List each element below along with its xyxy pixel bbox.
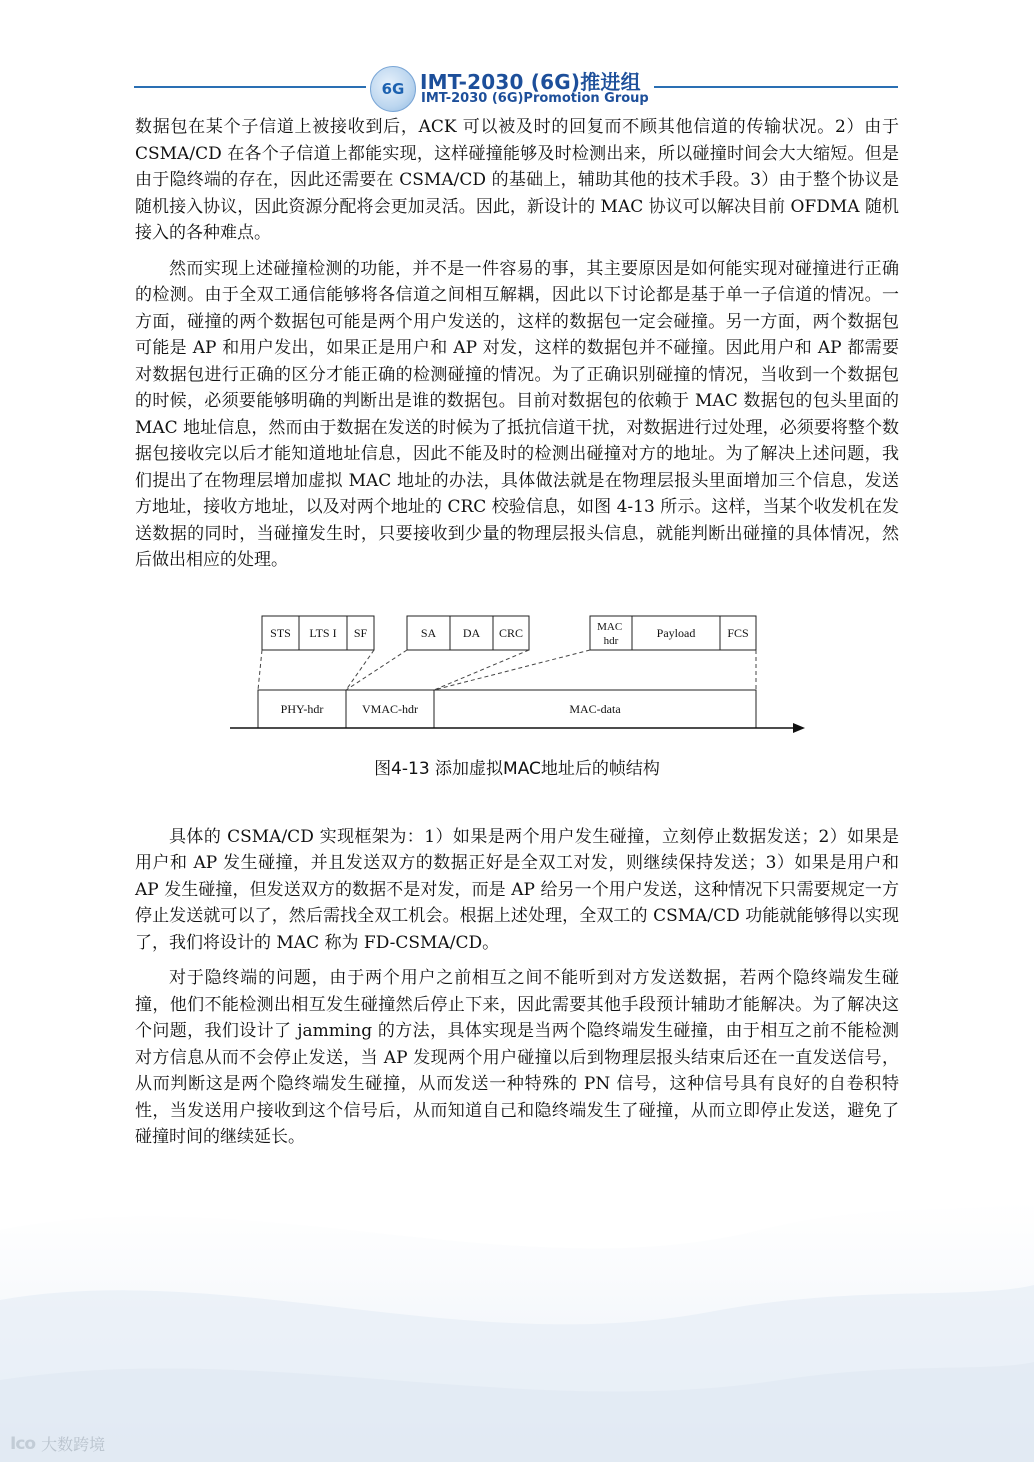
frame-segment-label-2: VMAC-hdr [362, 701, 418, 716]
paragraph-1: 数据包在某个子信道上被接收到后，ACK 可以被及时的回复而不顾其他信道的传输状况。2）由于 CSMA/CD 在各个子信道上都能实现，这样碰撞能够及时检测出来，所以碰撞时间会大大缩短。但是由于隐终端的存在，因此还需要在 CSMA/CD 的基础上，辅助其他的技术手段。3）由于整个协议是随机接入协议，因此资源分配将会更加灵活。因此，新设计的 MAC 协议可以解决目前 OFDMA 随机接入的各种难点。 [135, 117, 899, 243]
mac-field-label-1-text: MAC [597, 620, 623, 633]
phy-field-label-1: STS [270, 625, 291, 640]
frame-structure-figure [135, 598, 899, 798]
vmac-field-label-3: CRC [498, 625, 524, 640]
figure-caption: 图4-13 添加虚拟MAC地址后的帧结构 [374, 758, 660, 779]
expand-line-phy-right [346, 650, 374, 690]
paragraph-4: 对于隐终端的问题，由于两个用户之前相互之间不能听到对方发送数据，若两个隐终端发生碰撞，他们不能检测出相互发生碰撞然后停止下来，因此需要其他手段预计辅助才能解决。为了解决这个问题，我们设计了 jamming 的方法，具体实现是当两个隐终端发生碰撞，由于相互之前不能检测对方信息从而不会停止发送，当 AP 发现两个用户碰撞以后到物理层报头结束后还在一直发送信号，从而判断这是两个隐终端发生碰撞，从而发送一种特殊的 PN 信号，这种信号具有良好的自卷积特性，当发送用户接收到这个信号后，从而知道自己和隐终端发生了碰撞，从而立即停止发送，避免了碰撞时间的继续延长。 [135, 968, 899, 1147]
brand-subtitle: IMT-2030 (6G)Promotion Group [421, 91, 649, 106]
mac-field-label-1-line2: hdr [603, 634, 619, 647]
expand-line-mac-left [434, 650, 590, 690]
time-axis-arrow-icon [793, 723, 805, 733]
imt2030-logo-icon [370, 66, 416, 112]
header-rule-right [654, 86, 898, 88]
vmac-field-label-2: DA [462, 625, 481, 640]
frame-segment-label-1: PHY-hdr [280, 701, 324, 716]
watermark [10, 1432, 105, 1455]
watermark-text: 大数跨境 [41, 1435, 106, 1454]
brand-title: IMT-2030 (6G)推进组 [420, 70, 641, 94]
expand-line-phy-left [258, 650, 262, 690]
expand-line-vmac-left [346, 650, 407, 690]
expand-line-vmac-right [434, 650, 529, 690]
paragraph-2: 然而实现上述碰撞检测的功能，并不是一件容易的事，其主要原因是如何能实现对碰撞进行正确的检测。由于全双工通信能够将各信道之间相互解耦，因此以下讨论都是基于单一子信道的情况。一方面，碰撞的两个数据包可能是两个用户发送的，这样的数据包一定会碰撞。另一方面，两个数据包可能是 AP 和用户发出，如果正是用户和 AP 对发，这样的数据包并不碰撞。因此用户和 AP 都需要对数据包进行正确的区分才能正确的检测碰撞的情况。为了正确识别碰撞的情况，当收到一个数据包的时候，必须要能够明确的判断出是谁的数据包。目前对数据包的依赖于 MAC 数据包的包头里面的 MAC 地址信息，然而由于数据在发送的时候为了抵抗信道干扰，对数据进行过处理，必须要将整个数据包接收完以后才能知道地址信息，因此不能及时的检测出碰撞对方的地址。为了解决上述问题，我们提出了在物理层增加虚拟 MAC 地址的办法，具体做法就是在物理层报头里面增加三个信息，发送方地址，接收方地址，以及对两个地址的 CRC 校验信息，如图 4-13 所示。这样，当某个收发机在发送数据的同时，当碰撞发生时，只要接收到少量的物理层报头信息，就能判断出碰撞的具体情况，然后做出相应的处理。 [135, 258, 899, 570]
vmac-field-label-1: SA [420, 625, 437, 640]
mac-field-label-2: Payload [656, 625, 696, 640]
phy-field-label-3: SF [353, 625, 368, 640]
logo-text: 6G [381, 80, 405, 98]
paragraph-3: 具体的 CSMA/CD 实现框架为：1）如果是两个用户发生碰撞，立刻停止数据发送；2）如果是用户和 AP 发生碰撞，并且发送双方的数据正好是全双工对发，则继续保持发送；3）如果是用户和 AP 发生碰撞，但发送双方的数据不是对发，而是 AP 给另一个用户发送，这种情况下只需要规定一方停止发送就可以了，然后需找全双工机会。根据上述处理，全双工的 CSMA/CD 功能就能够得以实现了，我们将设计的 MAC 称为 FD-CSMA/CD。 [135, 826, 899, 953]
mac-field-label-1 [597, 621, 625, 647]
frame-structure-diagram [135, 598, 899, 738]
page-header [0, 62, 1034, 112]
phy-field-label-2: LTS I [309, 625, 337, 640]
header-rule-left [134, 86, 366, 88]
mac-field-label-3: FCS [727, 625, 749, 640]
page-content [135, 114, 899, 1151]
watermark-logo-icon: Ico [10, 1433, 36, 1454]
frame-segment-label-3: MAC-data [569, 701, 621, 716]
